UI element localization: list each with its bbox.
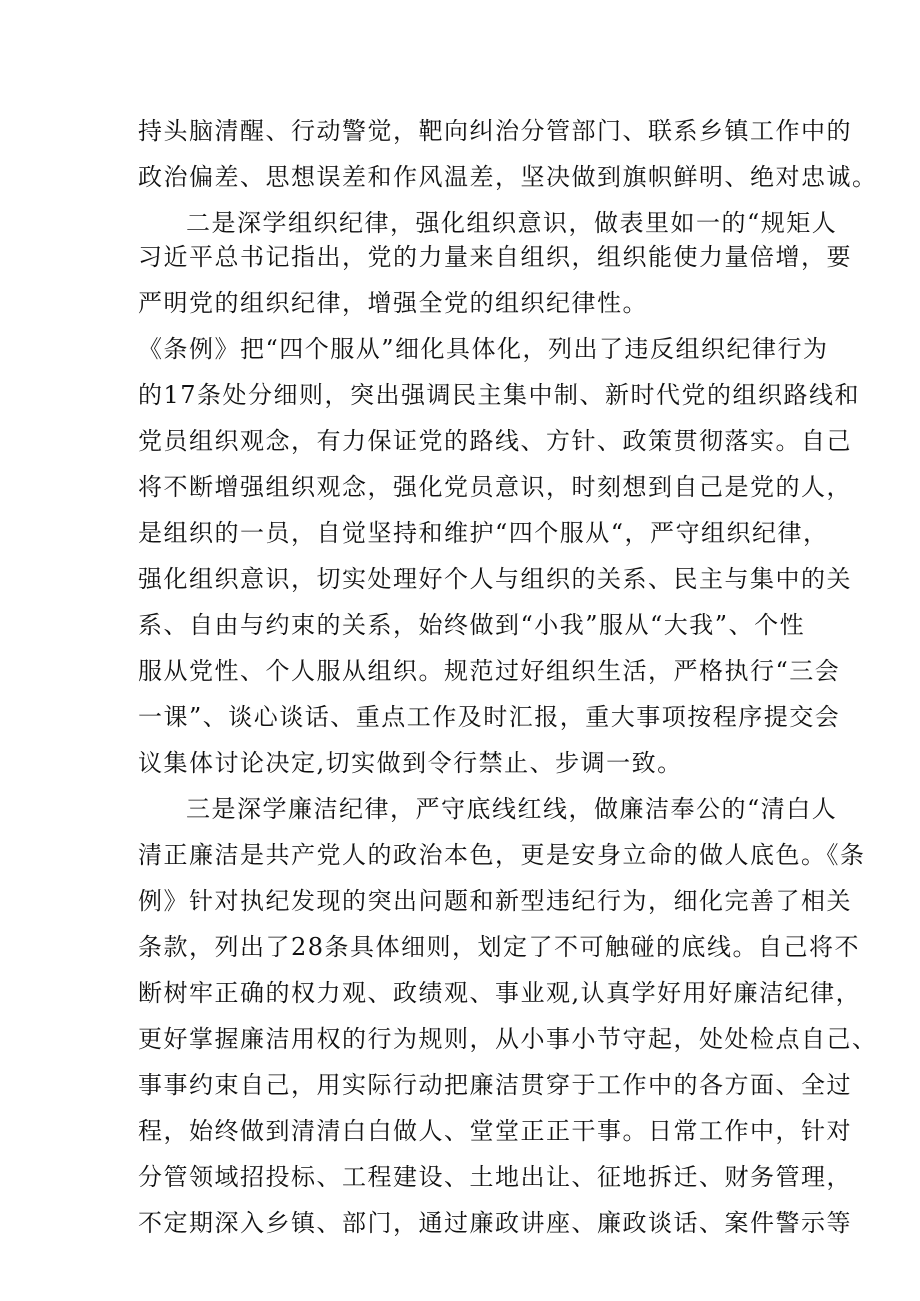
- text-line: 不定期深入乡镇、部门，通过廉政讲座、廉政谈话、案件警示等: [138, 1209, 852, 1237]
- text-line: 一课”、谈心谈话、重点工作及时汇报，重大事项按程序提交会: [138, 703, 841, 731]
- text-line: 的17条处分细则，突出强调民主集中制、新时代党的组织路线和: [138, 381, 861, 409]
- text-line: 分管领域招投标、工程建设、土地出让、征地拆迁、财务管理，: [138, 1163, 852, 1191]
- text-line: 严明党的组织纪律，增强全党的组织纪律性。: [138, 289, 648, 317]
- text-line: 政治偏差、思想误差和作风温差，坚决做到旗帜鲜明、绝对忠诚。: [138, 163, 878, 191]
- text-line: 党员组织观念，有力保证党的路线、方针、政策贯彻落实。自己: [138, 427, 852, 455]
- text-line: 程，始终做到清清白白做人、堂堂正正干事。日常工作中，针对: [138, 1117, 852, 1145]
- text-line: 《条例》把“四个服从”细化具体化，列出了违反组织纪律行为: [138, 335, 829, 363]
- text-line: 清正廉洁是共产党人的政治本色，更是安身立命的做人底色。《条: [138, 841, 866, 869]
- text-line: 更好掌握廉洁用权的行为规则，从小事小节守起，处处检点自己、: [138, 1025, 878, 1053]
- text-line: 系、自由与约束的关系，始终做到“小我”服从“大我”、个性: [138, 611, 806, 639]
- text-line: 议集体讨论决定,切实做到令行禁止、步调一致。: [138, 749, 683, 777]
- text-line: 习近平总书记指出，党的力量来自组织，组织能使力量倍增，要: [138, 243, 852, 271]
- text-line: 持头脑清醒、行动警觉，靶向纠治分管部门、联系乡镇工作中的: [138, 117, 852, 145]
- text-line: 二是深学组织纪律，强化组织意识，做表里如一的“规矩人: [186, 209, 838, 237]
- text-line: 是组织的一员，自觉坚持和维护“四个服从“，严守组织纪律，: [138, 519, 829, 547]
- text-line: 条款，列出了28条具体细则，划定了不可触碰的底线。自己将不: [138, 933, 861, 961]
- text-line: 断树牢正确的权力观、政绩观、事业观,认真学好用好廉洁纪律，: [138, 979, 862, 1007]
- text-line: 将不断增强组织观念，强化党员意识，时刻想到自己是党的人，: [138, 473, 852, 501]
- text-line: 三是深学廉洁纪律，严守底线红线，做廉洁奉公的“清白人: [186, 795, 838, 823]
- text-line: 事事约束自己，用实际行动把廉洁贯穿于工作中的各方面、全过: [138, 1071, 852, 1099]
- text-line: 例》针对执纪发现的突出问题和新型违纪行为，细化完善了相关: [138, 887, 852, 915]
- text-line: 服从党性、个人服从组织。规范过好组织生活，严格执行“三会: [138, 657, 841, 685]
- text-line: 强化组织意识，切实处理好个人与组织的关系、民主与集中的关: [138, 565, 852, 593]
